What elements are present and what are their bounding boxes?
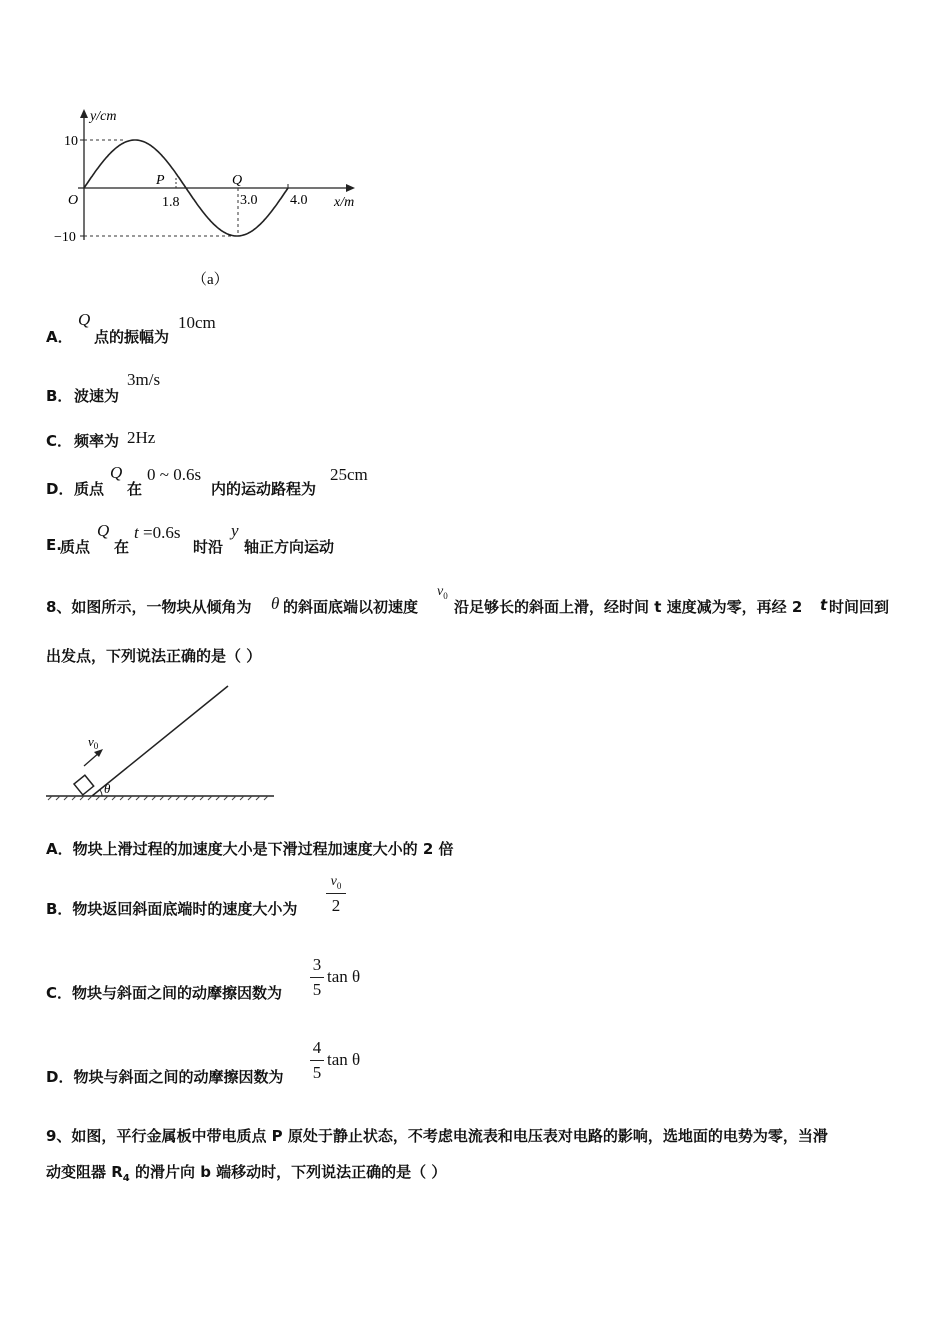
point-p-label: P: [156, 173, 165, 188]
t-value: =0.6s: [138, 523, 181, 542]
theta-arc: [100, 790, 102, 796]
y-axis-arrow: [80, 109, 88, 118]
q8-option-d: D．物块与斜面之间的动摩擦因数为: [46, 1068, 284, 1086]
q8-option-a: A．物块上滑过程的加速度大小是下滑过程加速度大小的 2 倍: [46, 840, 454, 858]
x-tick-4.0: 4.0: [290, 193, 308, 208]
x-axis-label: x/m: [334, 195, 355, 210]
x-axis-arrow: [346, 184, 355, 192]
y-axis-label: y/cm: [90, 109, 117, 124]
q8-option-c: C．物块与斜面之间的动摩擦因数为: [46, 984, 283, 1002]
q8-option-d-fraction: 4 5: [310, 1038, 324, 1083]
x-tick-1.8: 1.8: [162, 195, 180, 210]
block: [74, 775, 94, 795]
x-tick-3.0: 3.0: [240, 193, 258, 208]
incline-figure: [44, 680, 279, 805]
y-tick-10: 10: [64, 134, 78, 149]
q8-option-b-fraction: $v_0$ 2: [326, 874, 346, 916]
point-q-label: Q: [232, 173, 243, 188]
incline-line: [92, 686, 228, 796]
y-tick-neg10: −10: [54, 230, 76, 245]
wave-graph: [50, 100, 380, 300]
q8-option-c-tan: tan θ: [327, 967, 361, 986]
q8-option-c-fraction: 3 5: [310, 955, 324, 1000]
q8-option-b: B．物块返回斜面底端时的速度大小为: [46, 900, 298, 918]
figure-caption: （a）: [192, 272, 229, 288]
figure-v0-label: $v_0$: [88, 734, 99, 751]
origin-label: O: [68, 193, 79, 208]
figure-theta-label: θ: [104, 781, 111, 796]
q8-option-d-tan: tan θ: [327, 1050, 361, 1069]
